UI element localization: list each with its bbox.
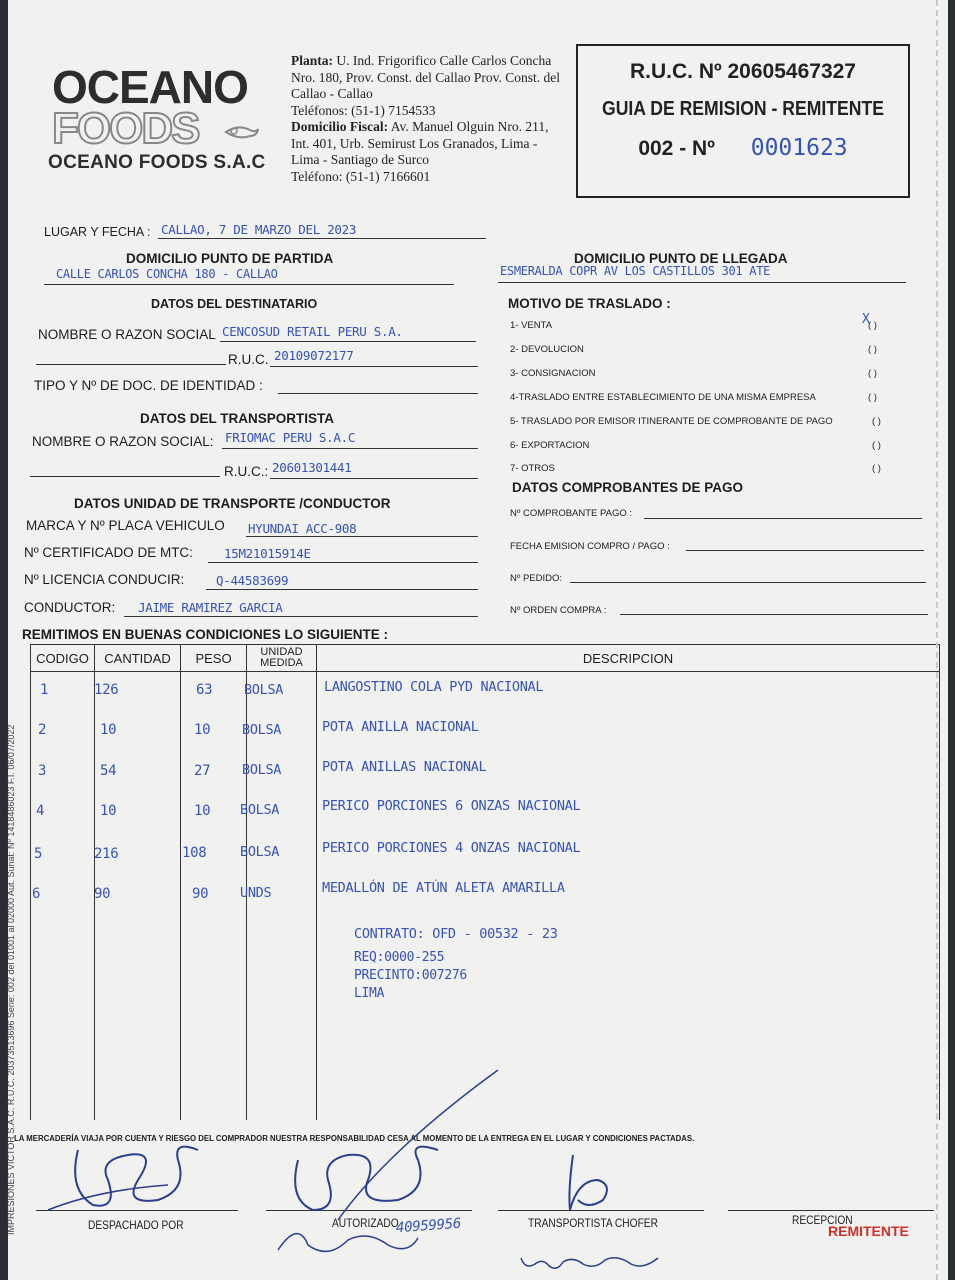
comprobante-field: Nº COMPROBANTE PAGO : [510,508,633,519]
fish-logo-icon [224,122,260,140]
motivo-option-3: 3- CONSIGNACION [510,368,596,379]
row-4-descripcion: PERICO PORCIONES 6 ONZAS NACIONAL [322,798,581,814]
llegada-title: DOMICILIO PUNTO DE LLEGADA [574,251,788,266]
row-1-peso: 63 [196,682,213,698]
destinatario-nombre-label: NOMBRE O RAZON SOCIAL [38,327,216,342]
destinatario-nombre-value: CENCOSUD RETAIL PERU S.A. [222,324,403,339]
mtc-value: 15M21015914E [224,546,311,561]
destinatario-nombre-line [220,341,476,342]
copy-label-remitente: REMITENTE [828,1223,909,1239]
mtc-label: Nº CERTIFICADO DE MTC: [24,545,193,560]
items-title: REMITIMOS EN BUENAS CONDICIONES LO SIGUIENTE : [22,627,389,642]
planta-text: U. Ind. Frigorifico Calle Carlos Concha Nro. 180, Prov. Const. del Callao Prov. Const. del Callao - Callao [291,53,560,101]
header-codigo: CODIGO [31,645,95,672]
doc-number: 0001623 [750,135,848,161]
llegada-line [498,282,906,283]
row-3-cantidad: 54 [100,763,117,779]
motivo-checkbox-4[interactable]: ( ) [868,392,877,403]
row-3-codigo: 3 [38,763,47,779]
licencia-line [206,589,478,590]
row-1-codigo: 1 [40,682,49,698]
destinatario-ruc-value: 20109072177 [274,348,354,363]
fecha-emision-field: FECHA EMISION COMPRO / PAGO : [510,541,670,552]
header-cantidad: CANTIDAD [95,645,181,672]
transportista-nombre-value: FRIOMAC PERU S.A.C [225,430,356,445]
transportista-ruc-value: 20601301441 [272,460,352,475]
signature-despachado [38,1120,238,1230]
domicilio-text: Av. Manuel Olguin Nro. 211, Int. 401, Urb. Semirust Los Granados, Lima - Lima - Santiago de Surco [291,119,549,167]
row-6-descripcion: MEDALLÓN DE ATÚN ALETA AMARILLA [322,880,565,896]
lugar-fecha-value: CALLAO, 7 DE MARZO DEL 2023 [161,222,357,237]
pedido-line [570,582,926,583]
motivo-option-7: 7- OTROS [510,463,555,474]
transportista-nombre-label: NOMBRE O RAZON SOCIAL: [32,434,214,449]
signature-autorizado [268,1060,528,1270]
destinatario-ruc-label: R.U.C. [228,352,269,367]
fecha-emision-line [686,550,924,551]
motivo-checkbox-7[interactable]: ( ) [872,463,881,474]
transportista-ruc-line [270,478,478,479]
destinatario-blank-line [36,364,226,365]
motivo-checkbox-3[interactable]: ( ) [868,368,877,379]
sig-line-4 [728,1210,934,1211]
sig-label-recepcion: RECEPCION [792,1213,853,1227]
lugar-fecha-label: LUGAR Y FECHA : [44,225,151,239]
conductor-label: CONDUCTOR: [24,600,116,615]
row-1-cantidad: 126 [94,682,119,698]
comprobantes-title: DATOS COMPROBANTES DE PAGO [512,480,744,495]
row-6-peso: 90 [192,886,209,902]
mtc-line [208,562,478,563]
destinatario-doc-line [278,393,478,394]
motivo-checkbox-1[interactable]: ( ) [868,320,877,331]
pedido-field: Nº PEDIDO: [510,573,563,584]
row-1-unidad: BOLSA [244,682,284,698]
row-5-unidad: BOLSA [240,844,280,860]
logo-oceano: OCEANO [52,61,248,113]
unidad-title: DATOS UNIDAD DE TRANSPORTE /CONDUCTOR [74,496,391,511]
transportista-ruc-label: R.U.C.: [224,464,269,479]
row-2-peso: 10 [194,722,211,738]
signature-transportista [548,1150,638,1220]
motivo-checkbox-2[interactable]: ( ) [868,344,877,355]
header-unidad: UNIDAD MEDIDA [247,645,317,672]
row-4-unidad: BOLSA [240,802,280,818]
domicilio-label: Domicilio Fiscal: [291,119,389,134]
motivo-checkbox-5[interactable]: ( ) [872,416,881,427]
note-contrato: CONTRATO: OFD - 00532 - 23 [354,926,558,942]
row-2-cantidad: 10 [100,722,117,738]
note-lima: LIMA [354,986,385,1001]
sig-label-autorizado: AUTORIZADO [332,1216,399,1230]
row-5-peso: 108 [182,845,207,861]
conductor-line [124,616,478,617]
header-peso: PESO [181,645,247,672]
ruc-box [576,44,910,198]
partida-line [44,284,454,285]
row-4-peso: 10 [194,803,211,819]
row-2-unidad: BOLSA [242,722,282,738]
row-6-unidad: UNDS [240,885,272,901]
motivo-option-2: 2- DEVOLUCION [510,344,584,355]
marca-value: HYUNDAI ACC-908 [248,521,357,536]
row-6-codigo: 6 [32,886,41,902]
signature-transportista-name [513,1238,673,1278]
licencia-value: Q-44583699 [216,573,289,588]
sig2-handwritten-number: 40959956 [395,1215,462,1237]
row-2-descripcion: POTA ANILLA NACIONAL [322,719,479,735]
lugar-fecha-line [158,238,486,239]
row-5-cantidad: 216 [94,846,119,862]
planta-label: Planta: [291,53,333,68]
ruc-number: R.U.C. Nº 20605467327 [630,60,856,83]
row-4-cantidad: 10 [100,803,117,819]
motivo-title: MOTIVO DE TRASLADO : [508,296,671,311]
marca-label: MARCA Y Nº PLACA VEHICULO [26,518,225,533]
side-print: IMPRESIONES VICTOR S.A.C. R.U.C. 20373513696 Serie: 002 del 01001 al 02000 Aut. Sunat: Nº 1418486023 F.I. 06/07/2022 [6,724,16,1235]
llegada-value: ESMERALDA COPR AV LOS CASTILLOS 301 ATE [500,264,771,278]
destinatario-ruc-line [270,366,478,367]
col-peso [181,672,247,1121]
motivo-check-mark: X [862,312,870,327]
motivo-option-4: 4-TRASLADO ENTRE ESTABLECIMIENTO DE UNA MISMA EMPRESA [510,392,816,403]
company-info [291,53,563,185]
partida-value: CALLE CARLOS CONCHA 180 - CALLAO [56,267,278,281]
row-2-codigo: 2 [38,722,47,738]
licencia-label: Nº LICENCIA CONDUCIR: [24,572,185,587]
logo-foods: FOODS [52,104,199,153]
motivo-option-6: 6- EXPORTACION [510,440,590,451]
row-4-codigo: 4 [36,803,45,819]
transportista-nombre-line [222,448,478,449]
sig-label-transportista: TRANSPORTISTA CHOFER [528,1216,658,1230]
transportista-title: DATOS DEL TRANSPORTISTA [140,411,335,426]
destinatario-doc-label: TIPO Y Nº DE DOC. DE IDENTIDAD : [34,378,263,393]
orden-compra-line [620,614,928,615]
header-descripcion: DESCRIPCION [317,645,940,672]
row-3-unidad: BOLSA [242,762,282,778]
comprobante-line [644,518,922,519]
row-1-descripcion: LANGOSTINO COLA PYD NACIONAL [324,679,544,695]
note-req: REQ:0000-255 [354,950,445,965]
row-3-descripcion: POTA ANILLAS NACIONAL [322,759,487,775]
telefonos-1: Teléfonos: (51-1) 7154533 [291,102,436,118]
conductor-value: JAIME RAMIREZ GARCIA [138,600,283,615]
marca-line [246,536,478,537]
orden-compra-field: Nº ORDEN COMPRA : [510,605,607,616]
row-6-cantidad: 90 [94,886,111,902]
telefono-2: Teléfono: (51-1) 7166601 [291,168,431,184]
destinatario-title: DATOS DEL DESTINATARIO [151,297,318,311]
motivo-option-5: 5- TRASLADO POR EMISOR ITINERANTE DE COMPROBANTE DE PAGO [510,416,833,427]
row-3-peso: 27 [194,763,211,779]
transportista-blank-line [30,476,220,477]
row-5-descripcion: PERICO PORCIONES 4 ONZAS NACIONAL [322,840,581,856]
disclaimer-text: LA MERCADERÍA VIAJA POR CUENTA Y RIESGO DEL COMPRADOR NUESTRA RESPONSABILIDAD CESA AL MOMENTO DE LA ENTREGA EN EL LUGAR Y CONDICIONES PACTADAS. [14,1134,695,1143]
partida-title: DOMICILIO PUNTO DE PARTIDA [126,251,334,266]
note-precinto: PRECINTO:007276 [354,968,467,983]
serie-label: 002 - Nº [638,137,715,160]
motivo-option-1: 1- VENTA [510,320,553,331]
motivo-checkbox-6[interactable]: ( ) [872,440,881,451]
company-name: OCEANO FOODS S.A.C [48,152,266,173]
sig-label-despachado: DESPACHADO POR [88,1218,184,1232]
row-5-codigo: 5 [34,846,43,862]
document-page [8,0,948,1280]
doc-type: GUIA DE REMISION - REMITENTE [602,98,884,120]
items-header-row [31,645,940,672]
